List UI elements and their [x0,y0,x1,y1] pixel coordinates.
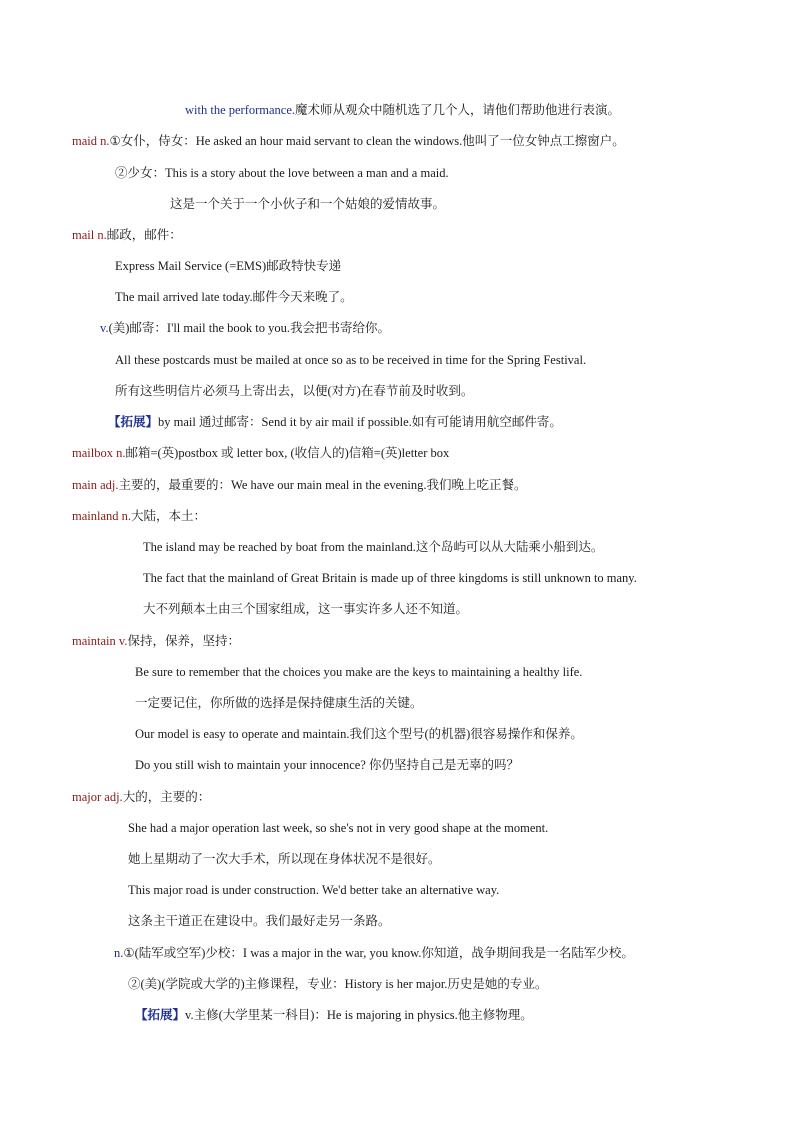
line-8 [100,319,390,337]
entry-mail [72,226,182,244]
definition: 大陆，本土： [131,509,207,523]
definition: 邮箱=(英)postbox 或 letter box, (收信人的)信箱=(英)letter box [125,446,450,460]
line-6 [115,257,341,275]
definition: 保持，保养，坚持： [127,634,240,648]
line-30 [135,1006,533,1024]
example: All these postcards must be mailed at once so as to be received in time for the Spring Festival. [115,353,587,367]
definition: 大的，主要的： [122,790,211,804]
translation: 所有这些明信片必须马上寄出去，以便(对方)在春节前及时收到。 [115,384,474,398]
example: Do you still wish to maintain your innocence? 你仍坚持自己是无辜的吗？ [135,758,519,772]
headword-main: main adj. [72,478,119,492]
example: Our model is easy to operate and maintain.我们这个型号(的机器)很容易操作和保养。 [135,727,583,741]
line-16 [143,569,637,587]
line-27 [128,912,391,930]
headword-mailbox: mailbox n. [72,446,126,460]
entry-maintain [72,632,240,650]
pos-label: v. [100,321,109,335]
translation: 这条主干道正在建设中。我们最好走另一条路。 [128,914,391,928]
extension-tag: 【拓展】 [135,1008,186,1022]
line-26 [128,881,499,899]
line-10 [115,382,473,400]
extension-tag: 【拓展】 [108,415,159,429]
extension: v.主修(大学里某一科目)：He is majoring in physics.他主修物理。 [185,1008,533,1022]
line-29 [128,975,547,993]
line-17 [143,600,468,618]
definition: 邮政，邮件： [106,228,182,242]
entry-mailbox [72,444,449,462]
headword-maintain: maintain v. [72,634,128,648]
line-1 [185,101,620,119]
line-7 [115,288,353,306]
entry-major [72,788,210,806]
headword-major: major adj. [72,790,123,804]
line-20 [135,694,423,712]
example: The fact that the mainland of Great Britain is made up of three kingdoms is still unknown to many. [143,571,637,585]
entry-mainland [72,507,206,525]
translation: 魔术师从观众中随机选了几个人，请他们帮助他进行表演。 [295,103,621,117]
definition: ①(陆军或空军)少校：I was a major in the war, you know.你知道，战争期间我是一名陆军少校。 [123,946,634,960]
continued-text: with the performance. [185,103,296,117]
entry-maid [72,132,625,150]
line-24 [128,819,548,837]
line-19 [135,663,582,681]
definition: (美)邮寄：I'll mail the book to you.我会把书寄给你。 [108,321,390,335]
line-28 [114,944,634,962]
translation: 她上星期动了一次大手术，所以现在身体状况不是很好。 [128,852,441,866]
line-4 [170,195,445,213]
definition: ①女仆，侍女：He asked an hour maid servant to clean the windows.他叫了一位女钟点工擦窗户。 [109,134,625,148]
translation: 这是一个关于一个小伙子和一个姑娘的爱情故事。 [170,197,446,211]
definition: 主要的，最重要的：We have our main meal in the evening.我们晚上吃正餐。 [118,478,527,492]
line-21 [135,725,583,743]
example: Be sure to remember that the choices you make are the keys to maintaining a healthy life. [135,665,583,679]
headword-mail: mail n. [72,228,107,242]
entry-main [72,476,526,494]
line-15 [143,538,603,556]
example: She had a major operation last week, so she's not in very good shape at the moment. [128,821,549,835]
example: Express Mail Service (=EMS)邮政特快专递 [115,259,342,273]
translation: 大不列颠本土由三个国家组成，这一事实许多人还不知道。 [143,602,469,616]
example: The mail arrived late today.邮件今天来晚了。 [115,290,353,304]
headword-mainland: mainland n. [72,509,132,523]
definition: ②少女：This is a story about the love between a man and a maid. [115,166,449,180]
definition: ②(美)(学院或大学的)主修课程，专业：History is her major.历史是她的专业。 [128,977,548,991]
line-11 [108,413,562,431]
pos-label: n. [114,946,124,960]
line-3 [115,164,449,182]
line-22 [135,756,519,774]
example: This major road is under construction. We'd better take an alternative way. [128,883,500,897]
extension: by mail 通过邮寄：Send it by air mail if possible.如有可能请用航空邮件寄。 [158,415,562,429]
example: The island may be reached by boat from the mainland.这个岛屿可以从大陆乘小船到达。 [143,540,604,554]
line-9 [115,351,586,369]
headword-maid: maid n. [72,134,110,148]
translation: 一定要记住，你所做的选择是保持健康生活的关键。 [135,696,423,710]
line-25 [128,850,441,868]
